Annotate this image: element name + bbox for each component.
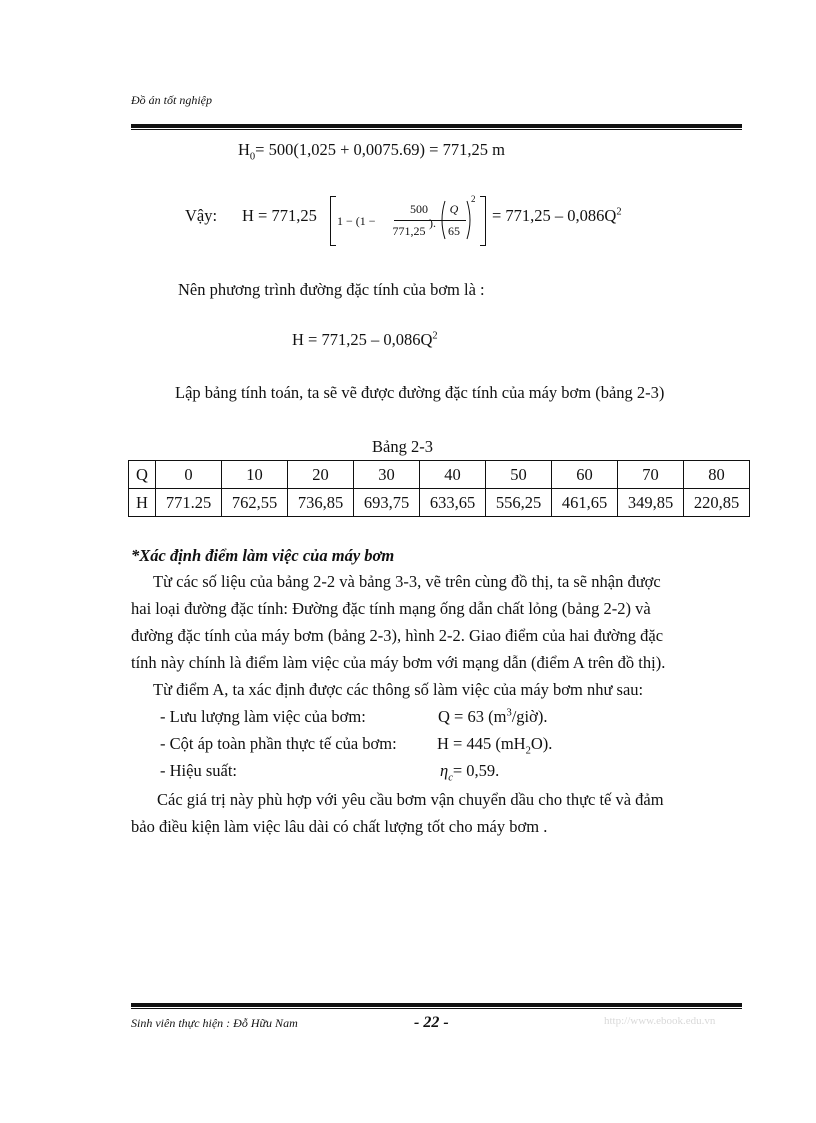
item-efficiency-value — [440, 761, 500, 784]
table-cell: 0 — [156, 461, 222, 489]
formula-result-text: = 771,25 – 0,086Q — [492, 206, 617, 225]
table-cell: 30 — [354, 461, 420, 489]
paragraph-line: Các giá trị này phù hợp với yêu cầu bơm vận chuyển dầu cho thực tế và đảm — [157, 790, 664, 809]
left-bracket — [330, 196, 336, 246]
formula-exponent: 2 — [471, 194, 476, 204]
footer-rule-thin — [131, 1008, 742, 1009]
equation-h0 — [238, 140, 505, 163]
table-cell: H — [129, 489, 156, 517]
formula-inner-mid: ). — [429, 216, 436, 230]
characteristic-intro: Nên phương trình đường đặc tính của bơm là : — [178, 280, 485, 299]
paragraph-line: Từ điểm A, ta xác định được các thông số làm việc của máy bơm như sau: — [153, 680, 644, 699]
fraction2-bar — [444, 220, 466, 221]
table-cell: 461,65 — [552, 489, 618, 517]
formula-result-exp: 2 — [616, 206, 622, 218]
table-cell: 349,85 — [618, 489, 684, 517]
paren-right — [466, 200, 474, 240]
item-flow-value-sup: 3 — [506, 707, 512, 719]
page-number: - 22 - — [414, 1014, 449, 1031]
pump-equation — [292, 330, 438, 350]
item-head-value-pre: H = 445 (mH — [437, 734, 526, 753]
footer-student: Sinh viên thực hiện : Đỗ Hữu Nam — [131, 1016, 298, 1030]
table-cell: 10 — [222, 461, 288, 489]
fraction2-numerator: Q — [449, 202, 459, 216]
paragraph-line: tính này chính là điểm làm việc của máy bơm với mạng dẫn (điểm A trên đồ thị). — [131, 653, 666, 672]
right-bracket — [480, 196, 486, 246]
paragraph-line: bảo điều kiện làm việc lâu dài có chất lượng tốt cho máy bơm . — [131, 817, 548, 836]
item-efficiency-label: - Hiệu suất: — [160, 761, 237, 780]
table-cell: 556,25 — [486, 489, 552, 517]
table-cell: 70 — [618, 461, 684, 489]
equation-h0-rhs: = 500(1,025 + 0,0075.69) = 771,25 m — [255, 140, 505, 159]
table-row-h — [129, 489, 750, 517]
table-cell: 20 — [288, 461, 354, 489]
table-cell: Q — [129, 461, 156, 489]
pump-equation-text: H = 771,25 – 0,086Q — [292, 330, 433, 349]
pump-characteristic-table — [128, 460, 750, 517]
table-cell: 736,85 — [288, 489, 354, 517]
paragraph-line: đường đặc tính của máy bơm (bảng 2-3), hình 2-2. Giao điểm của hai đường đặc — [131, 626, 664, 645]
formula-label: Vậy: — [185, 206, 218, 225]
header-rule — [131, 124, 742, 128]
formula-lhs: H = 771,25 — [242, 206, 317, 225]
item-flow-value — [438, 707, 547, 727]
item-flow-label: - Lưu lượng làm việc của bơm: — [160, 707, 366, 726]
item-flow-value-pre: Q = 63 (m — [438, 707, 507, 726]
table-cell: 80 — [684, 461, 750, 489]
table-row-q — [129, 461, 750, 489]
table-cell: 220,85 — [684, 489, 750, 517]
item-head-value-sub: 2 — [525, 745, 531, 757]
section-heading: *Xác định điểm làm việc của máy bơm — [131, 546, 395, 565]
paragraph-line: hai loại đường đặc tính: Đường đặc tính mạng ống dẫn chất lỏng (bảng 2-2) và — [131, 599, 651, 618]
efficiency-symbol: η — [440, 761, 449, 780]
efficiency-value: = 0,59. — [452, 761, 500, 780]
table-cell: 40 — [420, 461, 486, 489]
table-cell: 50 — [486, 461, 552, 489]
equation-h0-lhs: H — [238, 140, 250, 159]
header-rule-thin — [131, 129, 742, 130]
table-caption: Bảng 2-3 — [372, 437, 433, 456]
item-head-label: - Cột áp toàn phần thực tế của bơm: — [160, 734, 397, 753]
fraction2-denominator: 65 — [448, 224, 460, 238]
table-cell: 762,55 — [222, 489, 288, 517]
item-flow-value-post: /giờ). — [511, 707, 548, 726]
paragraph-line: Từ các số liệu của bảng 2-2 và bảng 3-3, vẽ trên cùng đồ thị, ta sẽ nhận được — [153, 572, 661, 591]
table-cell: 633,65 — [420, 489, 486, 517]
formula-inner-prefix: 1 − (1 − — [337, 214, 376, 228]
footer-rule — [131, 1003, 742, 1007]
formula-result — [492, 206, 622, 226]
document-header-title: Đồ án tốt nghiệp — [131, 93, 212, 107]
table-cell: 60 — [552, 461, 618, 489]
fraction1-bar — [394, 220, 444, 221]
fraction1-numerator: 500 — [410, 202, 428, 216]
efficiency-symbol-sub: c — [448, 772, 453, 784]
table-cell: 693,75 — [354, 489, 420, 517]
equation-h0-sub: 0 — [249, 151, 256, 163]
pump-formula — [242, 194, 682, 248]
table-cell: 771.25 — [156, 489, 222, 517]
item-head-value — [437, 734, 553, 757]
table-intro: Lập bảng tính toán, ta sẽ vẽ được đường đặc tính của máy bơm (bảng 2-3) — [175, 383, 665, 402]
fraction1-denominator: 771,25 — [392, 224, 426, 238]
pump-equation-exp: 2 — [432, 330, 438, 342]
footer-watermark: http://www.ebook.edu.vn — [604, 1015, 716, 1027]
item-head-value-post: O). — [530, 734, 553, 753]
